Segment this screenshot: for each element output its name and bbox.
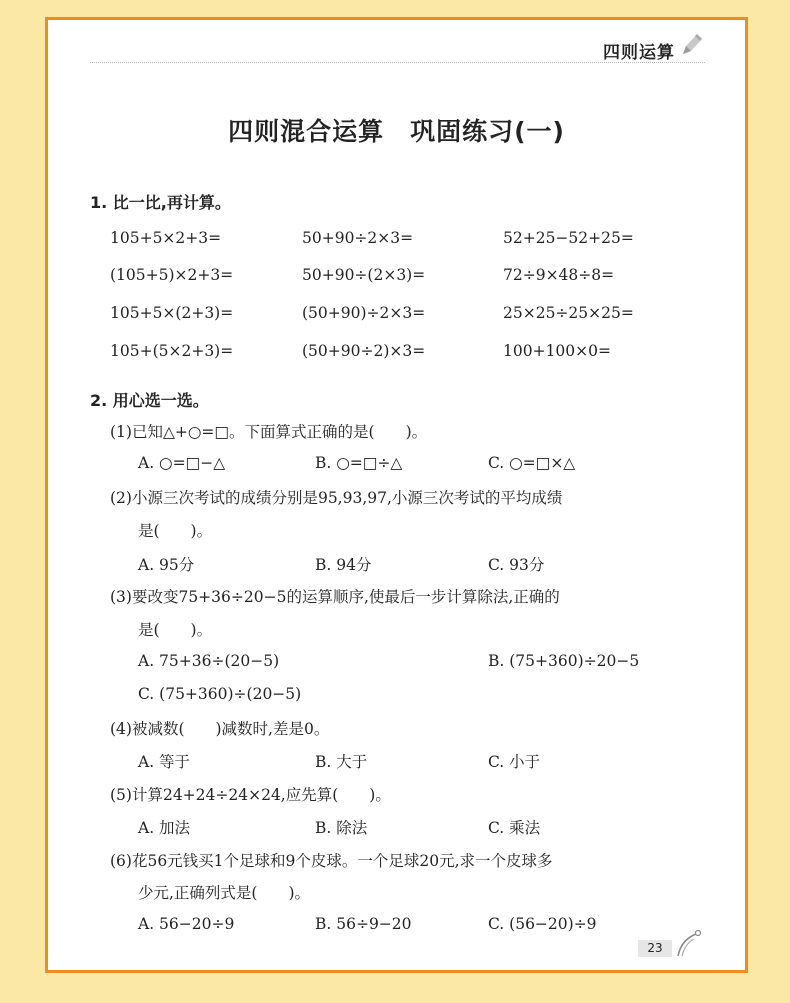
calc-item: (50+90÷2)×3=: [302, 342, 426, 360]
option-a: A. 56−20÷9: [138, 915, 235, 933]
calc-item: 72÷9×48÷8=: [503, 266, 615, 284]
option-b: B. 94分: [315, 556, 372, 574]
option-a: A. 等于: [138, 753, 191, 771]
option-c: C. 乘法: [488, 819, 541, 837]
option-b: B. 56÷9−20: [315, 915, 412, 933]
calc-item: 105+5×(2+3)=: [110, 304, 234, 322]
calc-item: (50+90)÷2×3=: [302, 304, 426, 322]
header-section-title: 四则运算: [603, 43, 675, 63]
calc-item: 105+5×2+3=: [110, 229, 222, 247]
worksheet-page: [45, 17, 748, 973]
option-a: A. 75+36÷(20−5): [138, 652, 280, 670]
option-a: A. ○=□−△: [138, 454, 226, 472]
calc-item: 50+90÷(2×3)=: [302, 266, 426, 284]
option-b: B. 除法: [315, 819, 368, 837]
sub-question-6-stem: (6)花56元钱买1个足球和9个皮球。一个足球20元,求一个皮球多: [110, 852, 553, 870]
calc-item: 105+(5×2+3)=: [110, 342, 234, 360]
calc-item: 52+25−52+25=: [503, 229, 634, 247]
option-b: B. (75+360)÷20−5: [488, 652, 640, 670]
question-1-heading: 1. 比一比,再计算。: [90, 193, 231, 212]
sub-question-3-stem: (3)要改变75+36÷20−5的运算顺序,使最后一步计算除法,正确的: [110, 588, 560, 606]
header-divider: [90, 62, 705, 63]
calc-item: 50+90÷2×3=: [302, 229, 414, 247]
sub-question-6-cont: 少元,正确列式是( )。: [138, 884, 311, 902]
question-2-heading: 2. 用心选一选。: [90, 391, 209, 410]
sub-question-1-stem: (1)已知△+○=□。下面算式正确的是( )。: [110, 423, 428, 441]
option-c: C. (75+360)÷(20−5): [138, 685, 302, 703]
option-a: A. 95分: [138, 556, 195, 574]
sub-question-4-stem: (4)被减数( )减数时,差是0。: [110, 720, 330, 738]
calc-item: 100+100×0=: [503, 342, 611, 360]
calc-item: 25×25÷25×25=: [503, 304, 634, 322]
sub-question-3-cont: 是( )。: [138, 621, 213, 639]
page-title: 四则混合运算 巩固练习(一): [228, 117, 565, 146]
option-b: B. ○=□÷△: [315, 454, 403, 472]
sub-question-5-stem: (5)计算24+24÷24×24,应先算( )。: [110, 786, 391, 804]
swirl-icon: [674, 928, 702, 958]
option-b: B. 大于: [315, 753, 368, 771]
calc-item: (105+5)×2+3=: [110, 266, 234, 284]
page-number: 23: [638, 940, 672, 957]
option-c: C. 93分: [488, 556, 545, 574]
pencil-icon: [679, 32, 703, 58]
option-c: C. ○=□×△: [488, 454, 576, 472]
option-c: C. 小于: [488, 753, 541, 771]
option-c: C. (56−20)÷9: [488, 915, 597, 933]
option-a: A. 加法: [138, 819, 191, 837]
sub-question-2-cont: 是( )。: [138, 522, 213, 540]
sub-question-2-stem: (2)小源三次考试的成绩分别是95,93,97,小源三次考试的平均成绩: [110, 489, 563, 507]
